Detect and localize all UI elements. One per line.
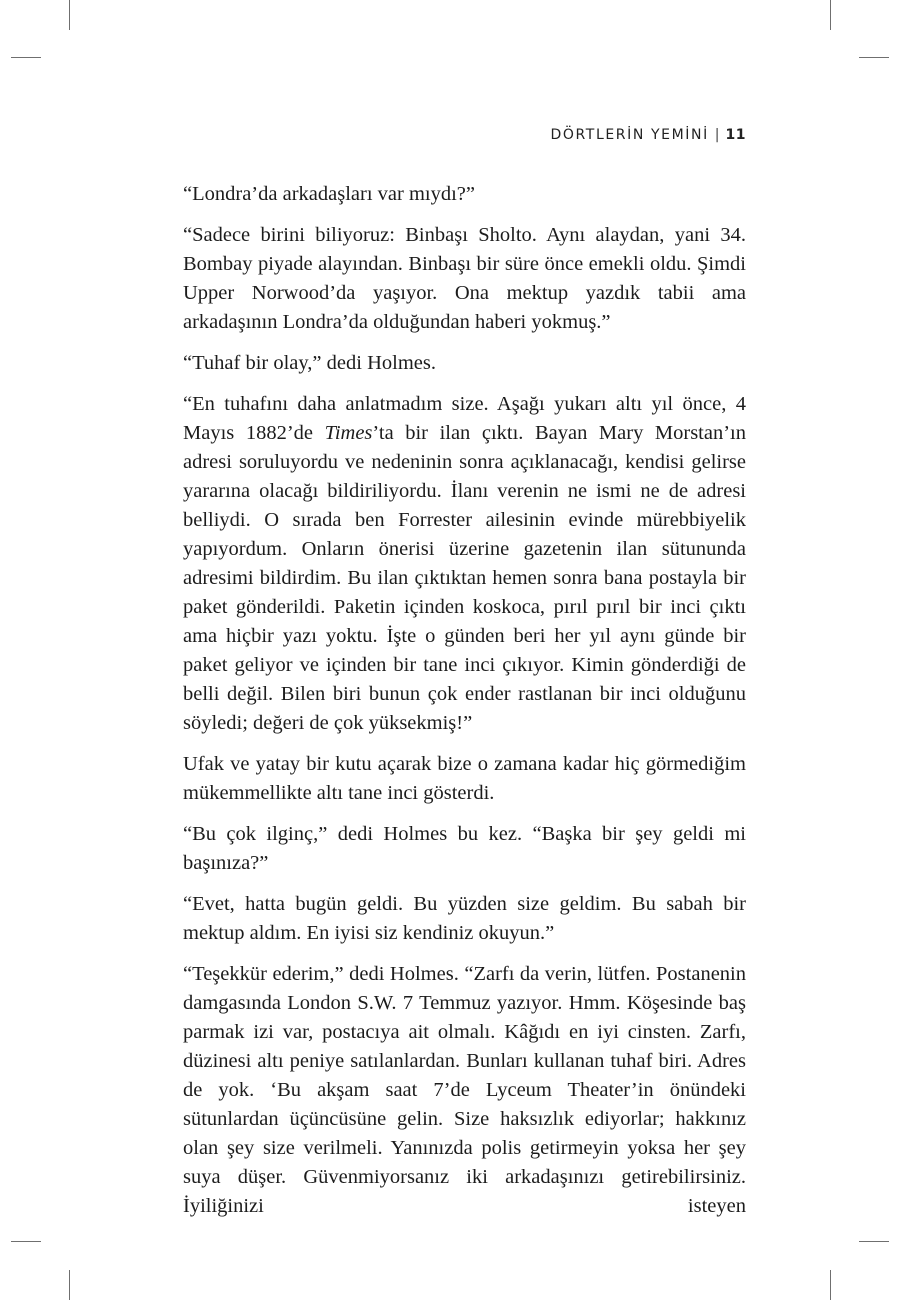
paragraph: “Evet, hatta bugün geldi. Bu yüzden size geldim. Bu sabah bir mektup aldım. En iyisi siz kendiniz okuyun.” bbox=[183, 893, 746, 944]
running-header bbox=[183, 127, 746, 143]
crop-mark-bottom-right bbox=[830, 1270, 831, 1300]
page-body bbox=[183, 180, 746, 1233]
crop-mark-top-right bbox=[830, 0, 831, 30]
paragraph: “Sadece birini biliyoruz: Binbaşı Sholto. Aynı alaydan, yani 34. Bombay piyade alayından. Binbaşı bir süre önce emekli oldu. Şimdi Upper Norwood’da yaşıyor. Ona mektup yazdık tabii ama arkadaşının Londra’da olduğundan haberi yokmuş.” bbox=[183, 224, 746, 333]
running-title: DÖRTLERİN YEMİNİ bbox=[550, 127, 709, 143]
crop-mark-left-top bbox=[11, 57, 41, 58]
crop-mark-left-bottom bbox=[11, 1241, 41, 1242]
paragraph: “Londra’da arkadaşları var mıydı?” bbox=[183, 183, 475, 205]
paragraph bbox=[183, 390, 746, 738]
crop-mark-right-top bbox=[859, 57, 889, 58]
header-separator: | bbox=[714, 127, 720, 143]
crop-mark-top-left bbox=[69, 0, 70, 30]
crop-mark-bottom-left bbox=[69, 1270, 70, 1300]
paragraph-text: ’ta bir ilan çıktı. Bayan Mary Morstan’ın adresi soruluyordu ve nedeninin sonra açıklanacağı, kendisi gelirse yararına olacağı bildiriliyordu. İlanı verenin ne ismi ne de adresi belliydi. O sırada ben Forrester ailesinin evinde mürebbiyelik yapıyordum. Onların önerisi üzerine gazetenin ilan sütununda adresimi bildirdim. Bu ilan çıktıktan hemen sonra bana postayla bir paket gönderildi. Paketin içinden koskoca, pırıl pırıl bir inci çıktı ama hiçbir yazı yoktu. İşte o günden beri her yıl aynı günde bir paket geliyor ve içinden bir tane inci çıkıyor. Kimin gönderdiği de belli değil. Bilen biri bunun çok ender rastlanan bir inci olduğunu söyledi; değeri de çok yüksekmiş!” bbox=[183, 422, 746, 734]
page-number: 11 bbox=[725, 127, 746, 143]
newspaper-title: Times bbox=[324, 422, 373, 444]
paragraph: “Bu çok ilginç,” dedi Holmes bu kez. “Başka bir şey geldi mi başınıza?” bbox=[183, 823, 746, 874]
paragraph: “Tuhaf bir olay,” dedi Holmes. bbox=[183, 352, 436, 374]
paragraph-text: “En tuhafını daha anlatmadım size. Aşağı yukarı altı yıl önce, 4 Mayıs 1882’de bbox=[183, 393, 746, 444]
paragraph: Ufak ve yatay bir kutu açarak bize o zamana kadar hiç görmediğim mükemmellikte altı tane inci gösterdi. bbox=[183, 753, 746, 804]
paragraph: “Teşekkür ederim,” dedi Holmes. “Zarfı da verin, lütfen. Postanenin damgasında London S.W. 7 Temmuz yazıyor. Hmm. Köşesinde baş parmak izi var, postacıya ait olmalı. Kâğıdı en iyi cinsten. Zarfı, düzinesi altı peniye satılanlardan. Bunları kullanan tuhaf biri. Adres de yok. ‘Bu akşam saat 7’de Lyceum Theater’in önündeki sütunlardan üçüncüsüne gelin. Size haksızlık ediyorlar; hakkınız olan şey size verilmeli. Yanınızda polis getirmeyin yoksa her şey suya düşer. Güvenmiyorsanız iki arkadaşınızı getirebilirsiniz. İyiliğinizi isteyen bbox=[183, 963, 746, 1217]
crop-mark-right-bottom bbox=[859, 1241, 889, 1242]
